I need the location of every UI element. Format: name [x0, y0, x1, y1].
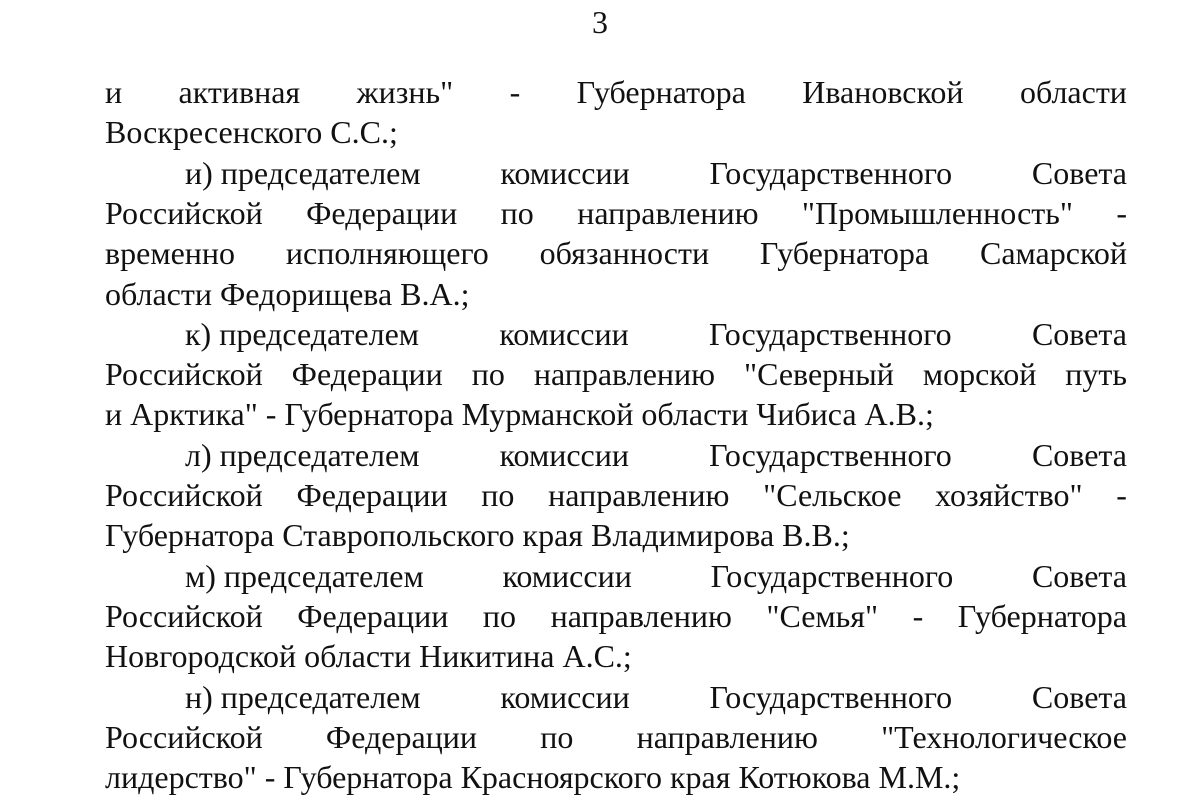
text-line: [105, 112, 1127, 152]
text-word: Самарской: [979, 235, 1127, 272]
text-word: области: [1019, 74, 1127, 110]
text-word: лидерство" - Губернатора Красноярского края Котюкова М.М.;: [105, 759, 961, 796]
text-line: [105, 475, 1127, 515]
text-word: комиссии: [502, 557, 632, 594]
text-word: Совета: [1031, 315, 1127, 352]
text-line: [105, 757, 1127, 797]
text-word: Государственного: [709, 436, 952, 473]
text-line: [105, 515, 1127, 555]
text-word: к) председателем: [185, 315, 420, 352]
text-line: [105, 274, 1127, 314]
text-line: [105, 193, 1127, 233]
text-word: Федерации: [306, 194, 458, 231]
text-word: Российской: [105, 597, 263, 634]
text-word: по: [540, 718, 574, 755]
text-word: и) председателем: [185, 154, 421, 191]
text-line: [105, 636, 1127, 676]
text-line: [185, 314, 1127, 354]
text-word: жизнь": [356, 74, 454, 110]
text-word: Совета: [1031, 154, 1127, 191]
text-word: Совета: [1031, 557, 1127, 594]
text-word: м) председателем: [185, 557, 424, 594]
text-word: Российской: [105, 477, 263, 513]
text-word: Ивановской: [802, 74, 964, 110]
page-number: 3: [592, 4, 608, 40]
text-line: [185, 556, 1127, 596]
text-word: направлению: [577, 194, 759, 231]
text-word: Новгородской области Никитина А.С.;: [105, 638, 632, 675]
text-line: [185, 677, 1127, 717]
text-word: морской: [922, 356, 1037, 393]
text-line: [185, 435, 1127, 475]
text-word: и Арктика" - Губернатора Мурманской области Чибиса А.В.;: [105, 396, 934, 433]
text-word: хозяйство": [935, 477, 1083, 513]
text-word: -: [1116, 194, 1127, 231]
text-word: -: [1116, 477, 1127, 513]
text-word: обязанности: [539, 235, 710, 272]
text-word: -: [509, 74, 521, 110]
text-word: Федерации: [296, 477, 448, 513]
text-word: Российской: [105, 718, 263, 755]
text-word: Российской: [105, 194, 263, 231]
text-word: Губернатора: [759, 235, 930, 272]
text-word: Совета: [1031, 436, 1127, 473]
text-word: направлению: [636, 718, 818, 755]
text-word: направлению: [548, 477, 730, 513]
text-word: направлению: [533, 356, 716, 393]
text-word: л) председателем: [185, 436, 420, 473]
text-word: Губернатора: [576, 74, 746, 110]
text-line: [105, 72, 1127, 112]
text-word: по: [482, 597, 517, 634]
text-word: Государственного: [709, 154, 953, 191]
text-line: [105, 596, 1127, 636]
text-word: Государственного: [710, 557, 954, 594]
text-word: Совета: [1031, 678, 1127, 715]
text-line: [105, 354, 1127, 394]
text-word: по: [471, 356, 505, 393]
text-word: Воскресенского С.С.;: [105, 114, 398, 151]
text-word: комиссии: [499, 436, 629, 473]
text-word: комиссии: [500, 154, 630, 191]
text-word: Государственного: [709, 678, 953, 715]
text-word: -: [912, 597, 924, 634]
text-word: по: [500, 194, 534, 231]
text-word: "Сельское: [763, 477, 902, 513]
text-word: Губернатора: [957, 597, 1127, 634]
text-word: Федерации: [291, 356, 443, 393]
text-word: "Семья": [766, 597, 879, 634]
text-line: [105, 394, 1127, 434]
text-word: комиссии: [499, 315, 629, 352]
text-word: исполняющего: [285, 235, 489, 272]
text-word: активная: [178, 74, 301, 110]
text-word: "Северный: [744, 356, 894, 393]
text-word: области Федорищева В.А.;: [105, 275, 470, 312]
text-word: путь: [1065, 356, 1127, 393]
text-word: н) председателем: [185, 678, 421, 715]
text-word: "Технологическое: [881, 718, 1127, 755]
text-word: временно: [105, 235, 236, 272]
text-word: Губернатора Ставропольского края Владимирова В.В.;: [105, 517, 850, 554]
text-word: Федерации: [297, 597, 449, 634]
text-word: Государственного: [709, 315, 952, 352]
text-word: и: [105, 74, 123, 110]
text-line: [185, 153, 1127, 193]
text-word: направлению: [550, 597, 732, 634]
text-word: Федерации: [325, 718, 478, 755]
text-word: комиссии: [500, 678, 630, 715]
text-word: по: [481, 477, 515, 513]
text-line: [105, 717, 1127, 757]
text-line: [105, 233, 1127, 273]
text-word: "Промышленность": [801, 194, 1073, 231]
text-word: Российской: [105, 356, 263, 393]
